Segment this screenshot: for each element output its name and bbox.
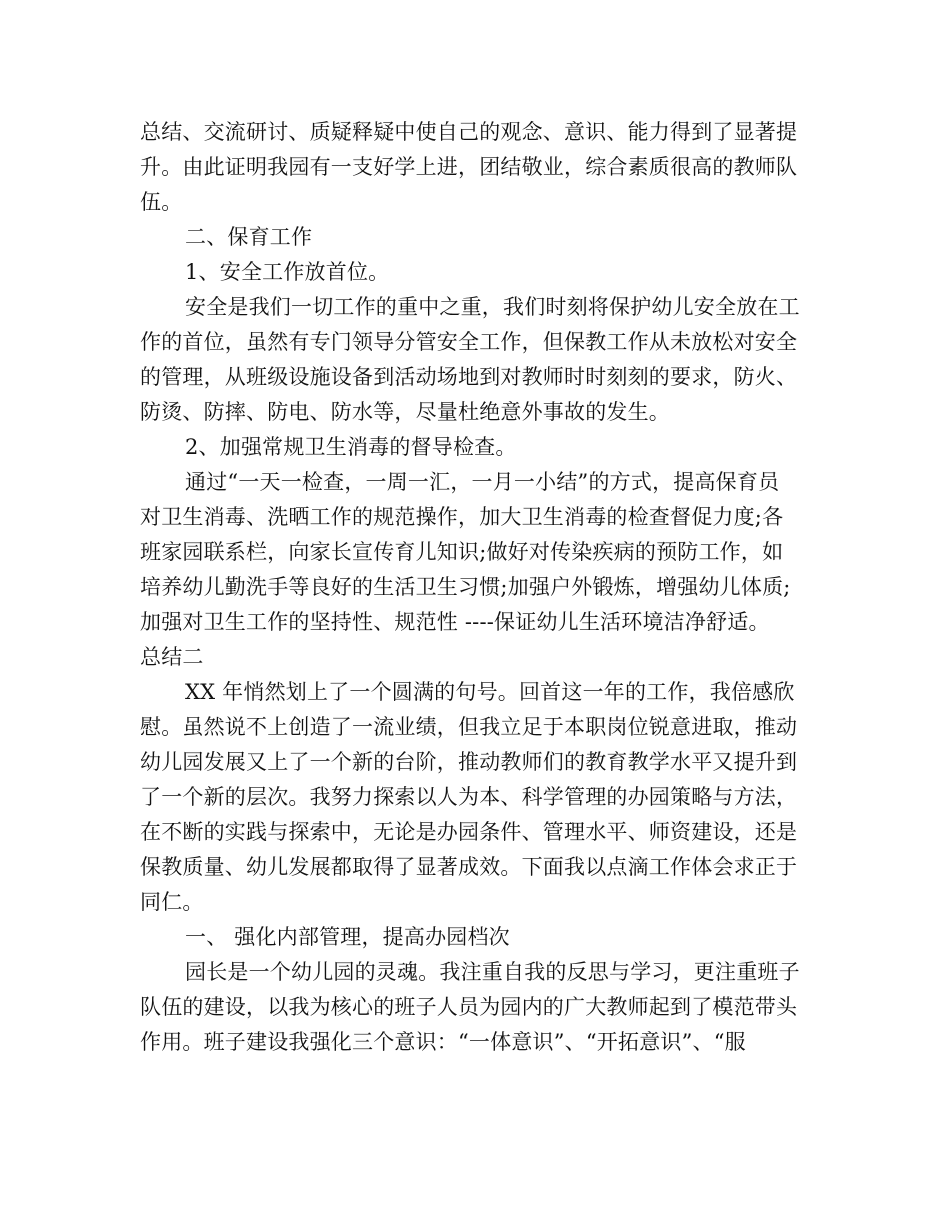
text-line: 在不断的实践与探索中，无论是办园条件、管理水平、师资建设，还是	[140, 820, 798, 844]
text-line: 保教质量、幼儿发展都取得了显著成效。下面我以点滴工作体会求正于	[140, 855, 798, 879]
text-line: 安全是我们一切工作的重中之重，我们时刻将保护幼儿安全放在工	[185, 295, 800, 319]
text-line: 班家园联系栏，向家长宣传育儿知识;做好对传染疾病的预防工作，如	[140, 540, 784, 564]
text-line: 同仁。	[140, 890, 204, 914]
text-line: 防烫、防摔、防电、防水等，尽量杜绝意外事故的发生。	[140, 400, 670, 424]
text-line: 对卫生消毒、洗晒工作的规范操作，加大卫生消毒的检查督促力度;各	[140, 505, 784, 529]
text-line: 总结、交流研讨、质疑释疑中使自己的观念、意识、能力得到了显著提	[140, 120, 798, 144]
section-title: 总结二	[140, 645, 204, 669]
text-line: 了一个新的层次。我努力探索以人为本、科学管理的办园策略与方法，	[140, 785, 798, 809]
text-line: 通过“一天一检查，一周一汇，一月一小结”的方式，提高保育员	[185, 470, 780, 494]
section-heading: 二、保育工作	[185, 225, 313, 249]
text-line: 园长是一个幼儿园的灵魂。我注重自我的反思与学习，更注重班子	[185, 960, 800, 984]
text-line: 伍。	[140, 190, 183, 214]
section-heading: 一、 强化内部管理，提高办园档次	[185, 925, 510, 949]
text-line: 幼儿园发展又上了一个新的台阶，推动教师们的教育教学水平又提升到	[140, 750, 798, 774]
text-line: 作的首位，虽然有专门领导分管安全工作，但保教工作从未放松对安全	[140, 330, 798, 354]
subsection-heading: 1、安全工作放首位。	[185, 260, 390, 284]
text-line: 作用。班子建设我强化三个意识：“一体意识”、“开拓意识”、“服	[140, 1030, 746, 1054]
text-line: 培养幼儿勤洗手等良好的生活卫生习惯;加强户外锻炼，增强幼儿体质;	[140, 575, 791, 599]
text-line: 的管理，从班级设施设备到活动场地到对教师时时刻刻的要求，防火、	[140, 365, 798, 389]
text-line: 加强对卫生工作的坚持性、规范性 ----保证幼儿生活环境洁净舒适。	[140, 610, 770, 634]
subsection-heading: 2、加强常规卫生消毒的督导检查。	[185, 435, 517, 459]
text-line: XX 年悄然划上了一个圆满的句号。回首这一年的工作，我倍感欣	[185, 680, 795, 704]
text-line: 升。由此证明我园有一支好学上进，团结敬业，综合素质很高的教师队	[140, 155, 798, 179]
text-line: 慰。虽然说不上创造了一流业绩，但我立足于本职岗位锐意进取，推动	[140, 715, 798, 739]
text-line: 队伍的建设，以我为核心的班子人员为园内的广大教师起到了模范带头	[140, 995, 798, 1019]
